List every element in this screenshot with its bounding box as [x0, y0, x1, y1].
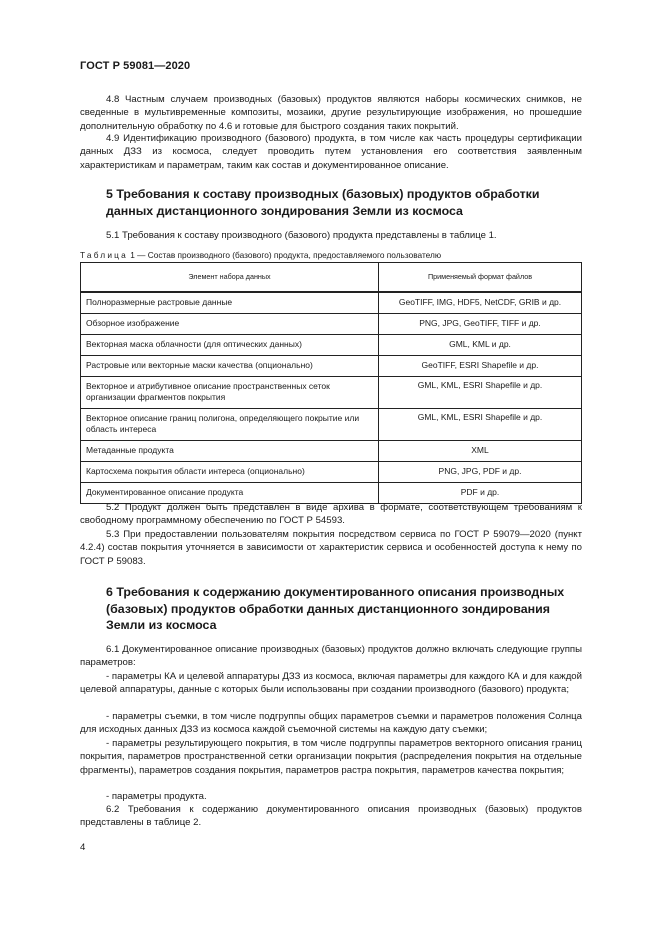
- section-6-heading: 6 Требования к содержанию документированного описания производных (базовых) продуктов обработки данных дистанционного зондирования Земли из космоса: [106, 585, 565, 632]
- table-row: [81, 292, 582, 313]
- cell-format: GML, KML, ESRI Shapefile и др.: [379, 376, 582, 408]
- paragraph-6-1: 6.1 Документированное описание производных (базовых) продуктов должно включать следующие группы параметров:: [80, 644, 582, 669]
- col-header-format: Применяемый формат файлов: [379, 263, 582, 293]
- table-row: [81, 461, 582, 482]
- standard-header: ГОСТ Р 59081—2020: [80, 60, 191, 72]
- cell-element: Обзорное изображение: [81, 313, 379, 334]
- cell-element: Векторное описание границ полигона, определяющего покрытие или область интереса: [81, 408, 379, 440]
- cell-format: GeoTIFF, IMG, HDF5, NetCDF, GRIB и др.: [379, 292, 582, 313]
- table-header-row: [81, 263, 582, 293]
- cell-format: GML, KML и др.: [379, 334, 582, 355]
- col-header-element: Элемент набора данных: [81, 263, 379, 293]
- cell-element: Векторная маска облачности (для оптических данных): [81, 334, 379, 355]
- list-item: - параметры КА и целевой аппаратуры ДЗЗ из космоса, включая параметры для каждого КА и для каждой целевой аппаратуры, данные с которых были использованы при создании производного (базового) продукта;: [80, 671, 582, 696]
- cell-format: GML, KML, ESRI Shapefile и др.: [379, 408, 582, 440]
- table-caption-label: Таблица: [80, 250, 128, 260]
- cell-element: Растровые или векторные маски качества (опционально): [81, 355, 379, 376]
- table-row: [81, 482, 582, 503]
- cell-format: PDF и др.: [379, 482, 582, 503]
- cell-element: Полноразмерные растровые данные: [81, 292, 379, 313]
- table-1: [80, 262, 582, 504]
- section-5-heading: 5 Требования к составу производных (базовых) продуктов обработки данных дистанционного зондирования Земли из космоса: [106, 187, 540, 218]
- paragraph-5-2: 5.2 Продукт должен быть представлен в виде архива в формате, соответствующем требованиям к свободному программному обеспечению по ГОСТ Р 54593.: [80, 502, 582, 527]
- table-row: [81, 408, 582, 440]
- cell-format: PNG, JPG, GeoTIFF, TIFF и др.: [379, 313, 582, 334]
- table-row: [81, 313, 582, 334]
- table-row: [81, 334, 582, 355]
- cell-element: Картосхема покрытия области интереса (опционально): [81, 461, 379, 482]
- paragraph-5-3: 5.3 При предоставлении пользователям покрытия посредством сервиса по ГОСТ Р 59079—2020 (пункт 4.2.4) состав покрытия уточняется в зависимости от характеристик сервиса и особенностей доступа к нему по ГОСТ Р 59083.: [80, 529, 582, 567]
- list-item: - параметры продукта.: [106, 791, 207, 802]
- table-row: [81, 355, 582, 376]
- cell-format: XML: [379, 440, 582, 461]
- page-number: 4: [80, 842, 86, 853]
- list-item: - параметры результирующего покрытия, в том числе подгруппы параметров векторного описания границ покрытия, параметров пространственной сетки организации покрытия (распределения покрытия на отдельные фрагменты), параметров создания покрытия, параметров растра покрытия, параметров качества покрытия;: [80, 738, 582, 776]
- paragraph-6-2: 6.2 Требования к содержанию документированного описания производных (базовых) продуктов представлены в таблице 2.: [80, 804, 582, 829]
- table-1-caption: [80, 250, 441, 260]
- table-row: [81, 440, 582, 461]
- cell-element: Векторное и атрибутивное описание пространственных сеток организации фрагментов покрытия: [81, 376, 379, 408]
- paragraph-4-9: 4.9 Идентификацию производного (базового) продукта, в том числе как часть процедуры сертификации данных ДЗЗ из космоса, следует проводить путем установления его соответствия заявленным характеристикам и параметрам, таким как состав и документированное описание.: [80, 133, 582, 171]
- cell-format: PNG, JPG, PDF и др.: [379, 461, 582, 482]
- list-item: - параметры съемки, в том числе подгруппы общих параметров съемки и параметров положения Солнца для исходных данных ДЗЗ из космоса каждой съемочной системы на каждую дату съемки;: [80, 711, 582, 736]
- paragraph-4-8: 4.8 Частным случаем производных (базовых) продуктов являются наборы космических снимков, не сведенные в мультивременные композиты, мозаики, другие результирующие изображения, но прошедшие дополнительную обработку по 4.6 и готовые для быстрого создания таких покрытий.: [80, 94, 582, 132]
- cell-element: Метаданные продукта: [81, 440, 379, 461]
- cell-format: GeoTIFF, ESRI Shapefile и др.: [379, 355, 582, 376]
- table-row: [81, 376, 582, 408]
- table-caption-text: 1 — Состав производного (базового) продукта, предоставляемого пользователю: [130, 250, 442, 260]
- paragraph-5-1: 5.1 Требования к составу производного (базового) продукта представлены в таблице 1.: [106, 230, 497, 241]
- cell-element: Документированное описание продукта: [81, 482, 379, 503]
